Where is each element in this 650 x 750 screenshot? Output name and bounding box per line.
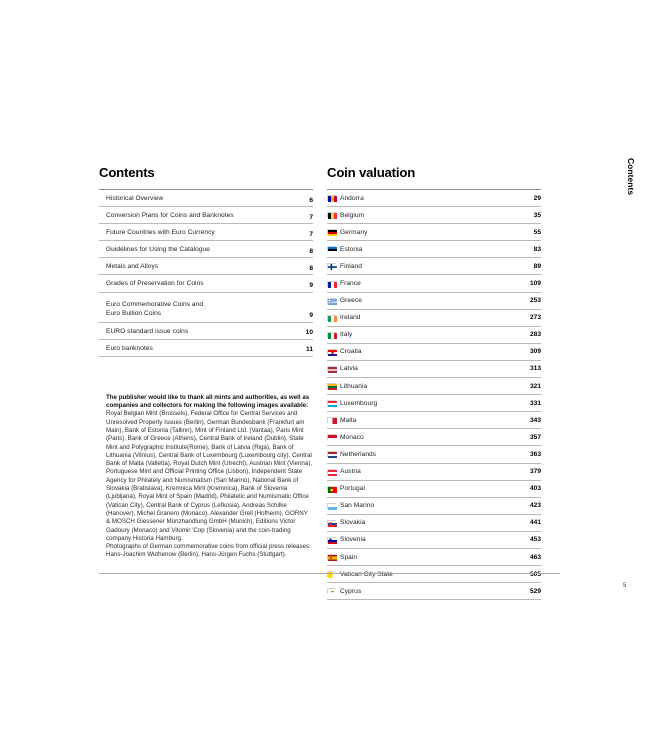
flag-malta-icon [327,417,336,423]
toc-entry-label: Euro banknotes [106,344,153,352]
country-name: Cyprus [340,587,362,595]
country-row[interactable] [327,446,541,463]
country-row-left [327,195,364,202]
country-row-left [327,297,362,304]
credits-paragraph-2: Photographs of German commemorative coins from official press releases: Hans-Joachim Wuthenow (Berlin), Hans-Jürgen Fuchs (Stuttgart). [106,543,311,559]
toc-row[interactable] [99,323,313,340]
country-row-left [327,536,366,543]
country-name: Latvia [340,365,358,373]
country-page-number: 357 [529,433,541,441]
country-page-number: 321 [529,382,541,390]
footer-rule [99,573,560,574]
flag-austria-icon [327,469,336,475]
country-name: Austria [340,468,361,476]
country-row-left [327,554,357,561]
country-page-number: 283 [529,331,541,339]
toc-entry-label: Guidelines for Using the Catalogue [106,246,210,254]
country-name: Ireland [340,314,361,322]
flag-san-marino-icon [327,503,336,509]
country-row-left [327,263,362,270]
side-tab-contents: Contents [626,158,636,196]
toc-row[interactable] [99,207,313,224]
toc-entry-page-number: 7 [309,230,313,238]
toc-entry-page-number: 6 [309,196,313,204]
country-row[interactable] [327,549,541,566]
toc-entry-label: Historical Overview [106,195,164,202]
toc-entry-label: Conversion Plans for Coins and Banknotes [106,212,234,220]
country-page-number: 379 [529,468,541,476]
country-row[interactable] [327,361,541,378]
country-name: Portugal [340,485,365,493]
toc-entry-page-number: 8 [309,247,313,255]
flag-slovenia-icon [327,537,336,543]
flag-vatican-city-icon [327,571,336,577]
country-row[interactable] [327,207,541,224]
toc-entry-label: Euro Commemorative Coins and Euro Bullion Coins [106,300,204,318]
toc-entry-page-number: 10 [305,329,313,337]
country-page-number: 343 [529,416,541,424]
flag-estonia-icon [327,246,336,252]
country-row[interactable] [327,429,541,446]
country-page-number: 89 [533,262,541,270]
country-row[interactable] [327,344,541,361]
page-title-coin-valuation: Coin valuation [327,165,416,180]
flag-croatia-icon [327,349,336,355]
country-name: Malta [340,416,357,424]
country-name: Andorra [340,194,364,202]
country-row-left [327,417,356,424]
country-list [327,190,541,600]
toc-row[interactable] [99,241,313,258]
flag-netherlands-icon [327,451,336,457]
flag-monaco-icon [327,434,336,440]
country-row-left [327,571,393,578]
country-page-number: 273 [529,314,541,322]
toc-entry-page-number: 9 [309,282,313,290]
flag-finland-icon [327,263,336,269]
toc-entry-label: Metals and Alloys [106,263,159,271]
flag-latvia-icon [327,366,336,372]
flag-ireland-icon [327,315,336,321]
country-row-left [327,331,352,338]
flag-lithuania-icon [327,383,336,389]
country-name: Estonia [340,245,363,253]
country-row[interactable] [327,532,541,549]
country-page-number: 253 [529,297,541,305]
page-content [99,165,560,600]
toc-entry-label: Grades of Preservation for Coins [106,280,204,288]
country-page-number: 441 [529,519,541,527]
toc-row[interactable] [99,340,313,357]
contents-list [99,190,313,357]
country-row-left [327,519,365,526]
country-name: Monaco [340,433,364,441]
country-page-number: 313 [529,365,541,373]
country-row[interactable] [327,412,541,429]
country-row-left [327,348,362,355]
country-row[interactable] [327,515,541,532]
credits-body [106,410,313,559]
country-row[interactable] [327,258,541,275]
country-page-number: 35 [533,211,541,219]
country-row-left [327,246,362,253]
toc-row[interactable] [99,224,313,241]
country-row-left [327,365,358,372]
country-page-number: 505 [529,570,541,578]
country-row-left [327,400,377,407]
country-row-left [327,502,374,509]
credits-block [99,394,313,560]
country-page-number: 83 [533,245,541,253]
country-row[interactable] [327,583,541,600]
toc-row[interactable] [99,190,313,207]
country-page-number: 403 [529,485,541,493]
country-name: Spain [340,553,358,561]
coin-valuation-column [327,189,541,600]
flag-portugal-icon [327,486,336,492]
toc-entry-page-number: 11 [306,346,313,354]
country-row[interactable] [327,378,541,395]
country-name: Italy [340,331,353,339]
country-row-left [327,588,361,595]
toc-row[interactable] [99,275,313,292]
flag-andorra-icon [327,195,336,201]
credits-paragraph-1: Royal Belgian Mint (Brussels), Federal Office for Central Services and Unresolved Property Issues (Berlin), German Bundesbank (Frankfurt am Main), Bank of Estonia (Tallinn), Mint of Finland Ltd. (Vantaa), Paris Mint (Paris), Bank of Greece (Athens), Central Bank of Ireland (Dublin), State Mint and Polygraphic Institute(Rome), Bank of Latvia (Riga), Bank of Lithuania (Vilnius), Central Bank of Luxembourg (Luxembourg city), Central Bank of Malta (Valletta), Royal Dutch Mint (Utrecht), Austrian Mint (Vienna), Portuguese Mint and Official Printing Office (Lisbon), Independent State Agency for Philately and Numismatism (San Marino), National Bank of Slovakia (Bratislava), Kremnica Mint (Kremnica), Bank of Slovenia (Ljubljana), Royal Mint of Spain (Madrid), Philatelic and Numismatic Office (Vatican City), Central Bank of Cyprus (Lefkosia), Andreas Schilke (Hanover), Michel Granero (Monaco), Alexander Grell (Hofheim), GORNY & MOSCH Giessener Münzhandlung GmbH (Munich), Editions Victor Gadoury (Monaco) and Vitomir 'Cop (Slovenia) and the coin-trading company Historia Hamburg. [106,410,313,542]
toc-entry-label: EURO standard issue coins [106,327,189,335]
page-title-contents: Contents [99,165,155,180]
country-row[interactable] [327,481,541,498]
country-row[interactable] [327,224,541,241]
country-row[interactable] [327,241,541,258]
country-name: San Marino [340,502,375,510]
toc-entry-page-number: 8 [309,264,313,272]
flag-spain-icon [327,554,336,560]
country-row[interactable] [327,327,541,344]
country-row[interactable] [327,498,541,515]
country-page-number: 363 [529,450,541,458]
country-row-left [327,212,364,219]
two-column-body [99,189,560,600]
country-name: Slovakia [340,519,366,527]
country-name: Germany [340,228,368,236]
flag-belgium-icon [327,212,336,218]
country-row-left [327,314,361,321]
toc-entry-page-number: 9 [309,312,313,320]
country-row-left [327,383,367,390]
country-row[interactable] [327,464,541,481]
country-row[interactable] [327,190,541,207]
country-row[interactable] [327,293,541,310]
country-page-number: 55 [533,228,541,236]
flag-greece-icon [327,298,336,304]
country-page-number: 309 [529,348,541,356]
toc-entry-label: Future Countries with Euro Currency [106,229,215,237]
flag-france-icon [327,281,336,287]
country-page-number: 529 [529,587,541,595]
country-page-number: 463 [529,553,541,561]
column-headings [99,165,560,189]
country-name: Luxembourg [340,399,378,407]
flag-cyprus-icon [327,588,336,594]
country-page-number: 331 [529,399,541,407]
country-row-left [327,229,367,236]
country-page-number: 29 [533,194,541,202]
country-name: Finland [340,262,362,270]
country-page-number: 453 [529,536,541,544]
flag-germany-icon [327,229,336,235]
toc-entry-page-number: 7 [309,213,313,221]
contents-column [99,189,313,600]
country-row[interactable] [327,566,541,583]
toc-row[interactable] [99,258,313,275]
country-row[interactable] [327,395,541,412]
country-name: Greece [340,297,362,305]
country-row-left [327,451,376,458]
country-name: Croatia [340,348,362,356]
country-name: Vatican City State [340,570,393,578]
credits-heading: The publisher would like to thank all mints and authorities, as well as companies and collectors for making the following images available: [106,393,310,410]
country-name: Lithuania [340,382,368,390]
country-row-left [327,434,364,441]
country-name: France [340,280,361,288]
toc-row[interactable] [99,293,313,323]
country-row[interactable] [327,275,541,292]
country-row-left [327,280,361,287]
flag-italy-icon [327,332,336,338]
country-page-number: 109 [529,280,541,288]
country-name: Netherlands [340,450,377,458]
country-row[interactable] [327,310,541,327]
country-name: Belgium [340,211,365,219]
country-page-number: 423 [529,502,541,510]
country-name: Slovenia [340,536,366,544]
country-row-left [327,485,365,492]
country-row-left [327,468,361,475]
flag-luxembourg-icon [327,400,336,406]
flag-slovakia-icon [327,520,336,526]
page-number: 5 [623,583,627,589]
